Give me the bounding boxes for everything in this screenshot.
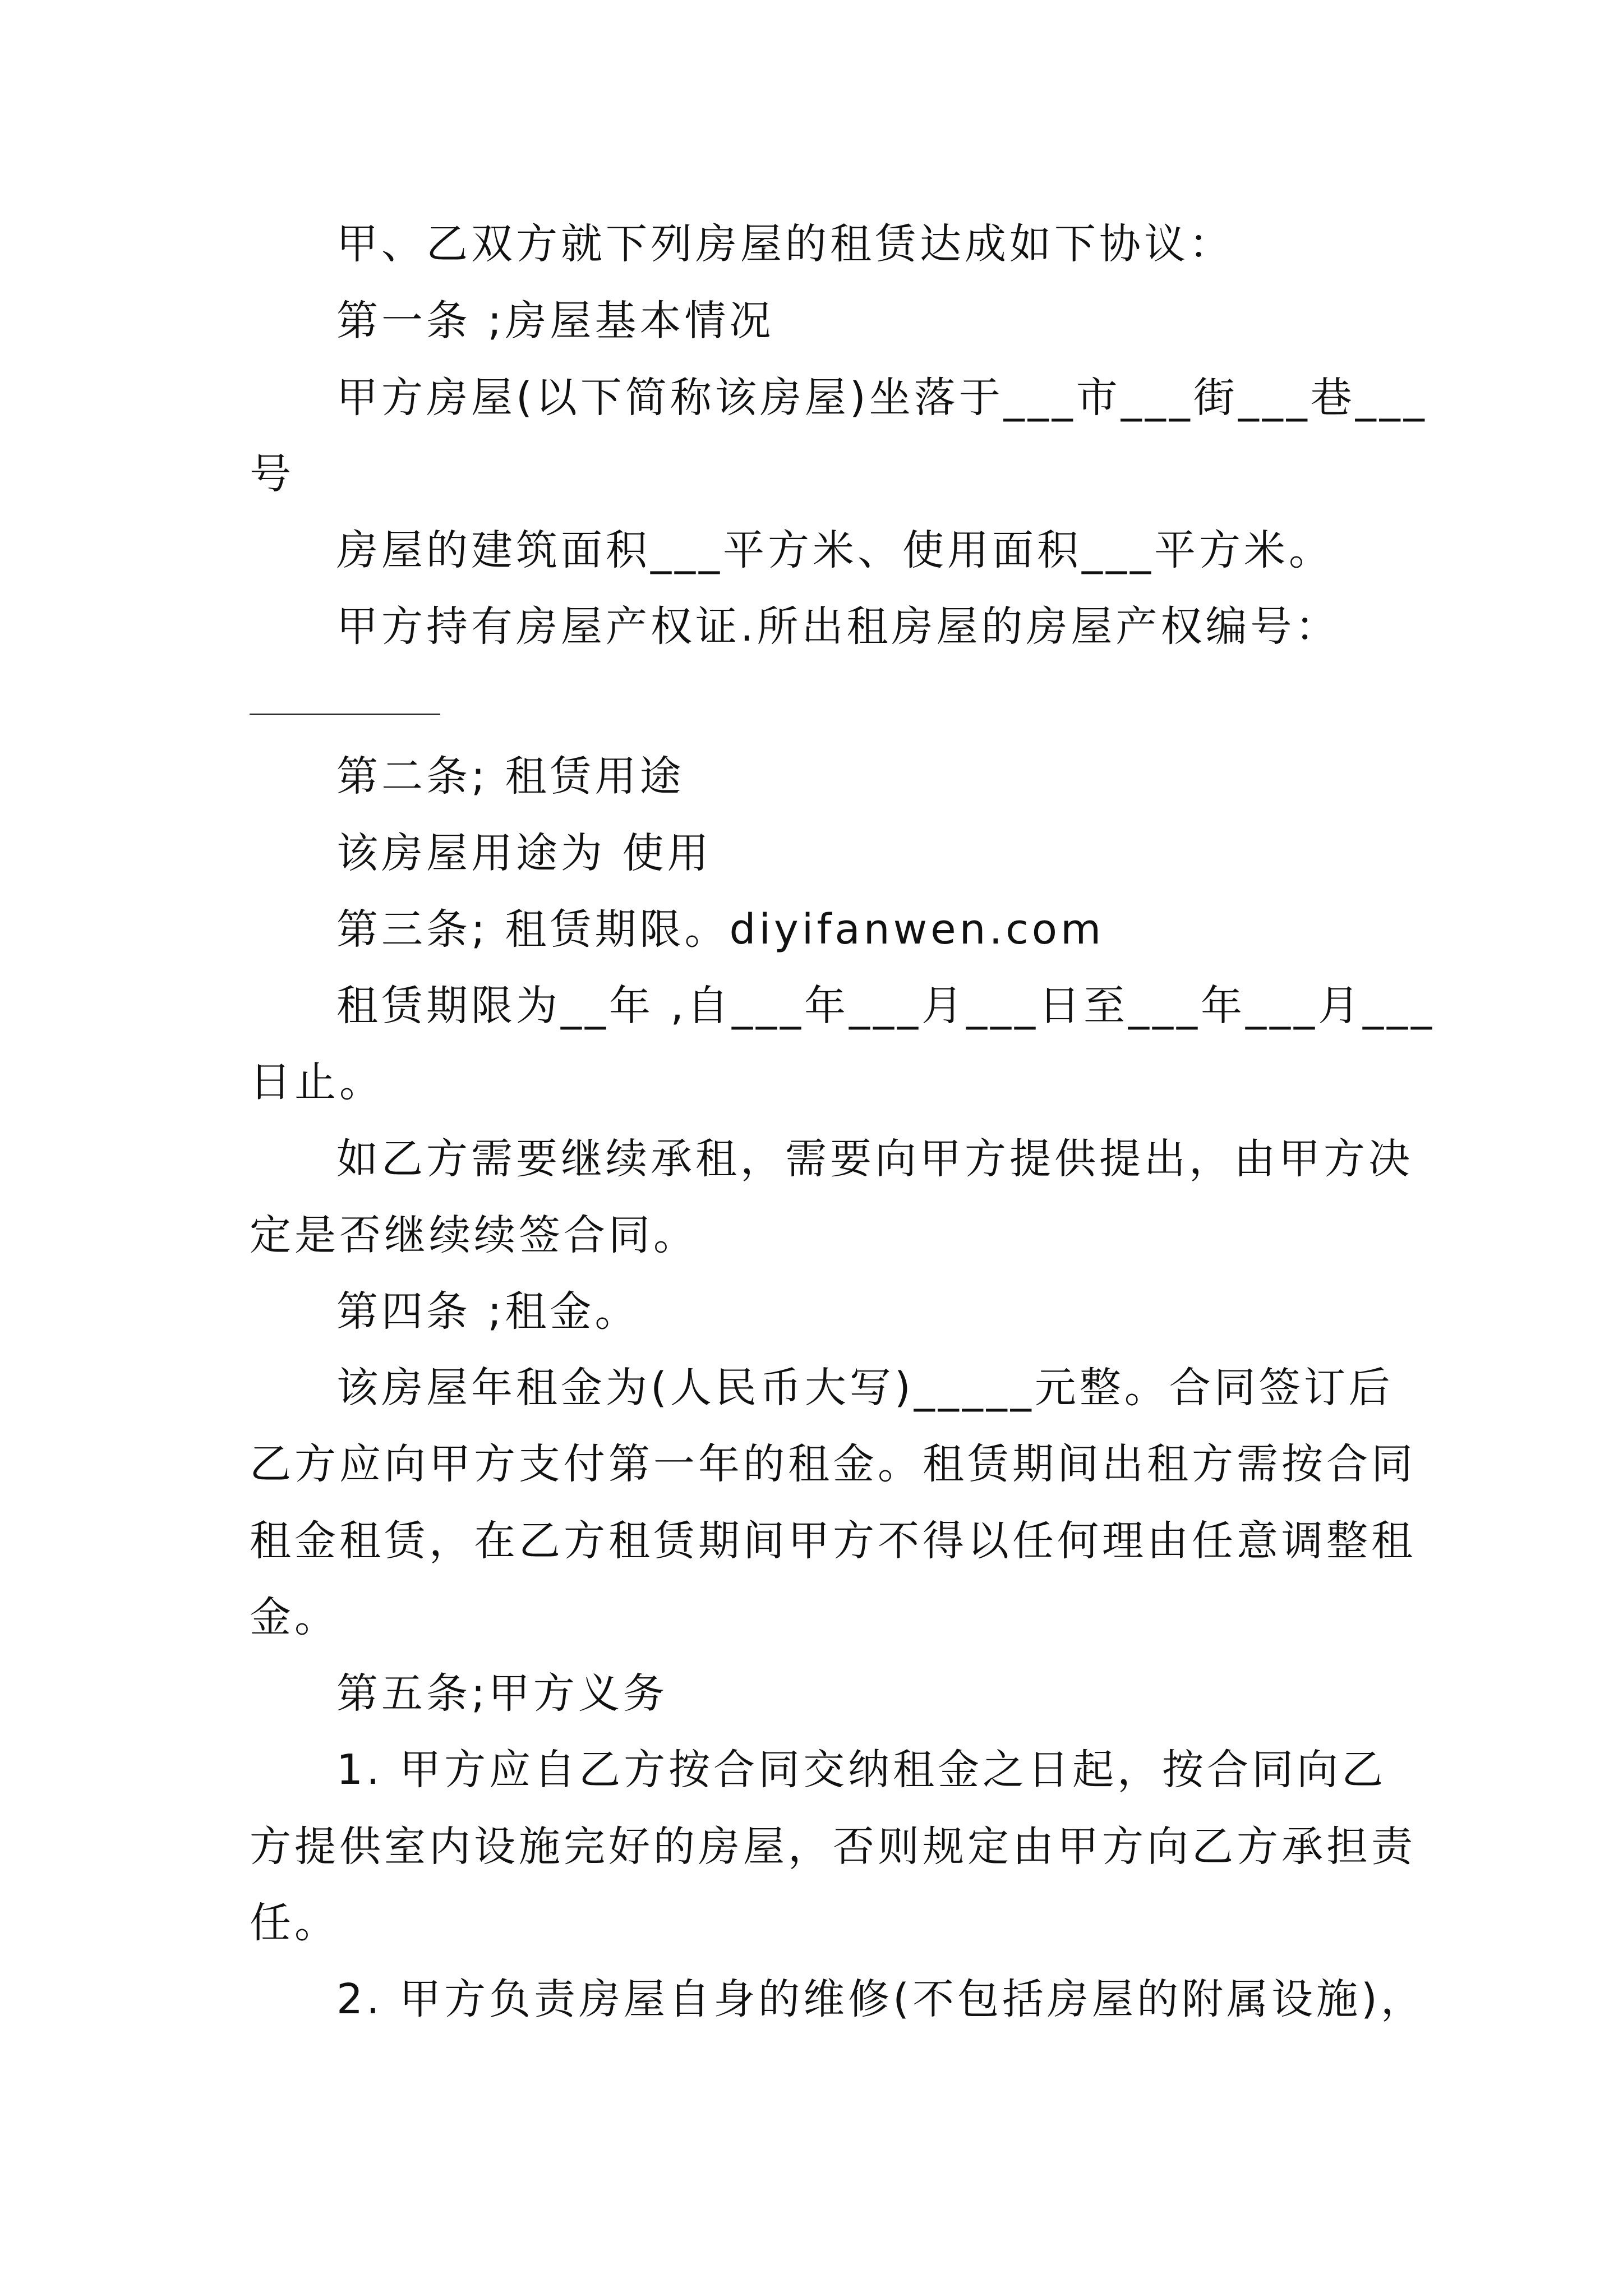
paragraph-rent-cont-3: 金。 [250, 1593, 339, 1641]
paragraph-duty-2: 2. 甲方负责房屋自身的维修(不包括房屋的附属设施)， [336, 1975, 1426, 2023]
paragraph-location-cont: 号 [250, 450, 294, 498]
paragraph-duty-1-cont-1: 方提供室内设施完好的房屋，否则规定由甲方向乙方承担责 [250, 1823, 1416, 1871]
heading-article-3: 第三条; 租赁期限。diyifanwen.com [336, 905, 1105, 954]
paragraph-duty-1-cont-2: 任。 [250, 1899, 339, 1947]
paragraph-rent-cont-1: 乙方应向甲方支付第一年的租金。租赁期间出租方需按合同 [250, 1440, 1416, 1488]
paragraph-renewal-cont: 定是否继续续签合同。 [250, 1211, 698, 1259]
paragraph-rent-cont-2: 租金租赁，在乙方租赁期间甲方不得以任何理由任意调整租 [250, 1517, 1416, 1565]
paragraph-rent: 该房屋年租金为(人民币大写)_____元整。合同签订后 [336, 1364, 1394, 1412]
heading-article-5: 第五条;甲方义务 [336, 1669, 668, 1718]
paragraph-term: 租赁期限为__年 ,自___年___月___日至___年___月___ [336, 982, 1436, 1030]
paragraph-term-cont: 日止。 [250, 1058, 384, 1106]
paragraph-title-certificate: 甲方持有房屋产权证.所出租房屋的房屋产权编号： [336, 602, 1340, 651]
paragraph-location: 甲方房屋(以下简称该房屋)坐落于___市___街___巷___ [336, 374, 1428, 422]
paragraph-renewal: 如乙方需要继续承租，需要向甲方提供提出，由甲方决 [336, 1135, 1413, 1183]
heading-article-1: 第一条 ;房屋基本情况 [336, 297, 774, 345]
paragraph-duty-1: 1. 甲方应自乙方按合同交纳租金之日起，按合同向乙 [336, 1746, 1387, 1794]
paragraph-agreement-intro: 甲、乙双方就下列房屋的租赁达成如下协议： [336, 220, 1234, 268]
certificate-number-blank [250, 714, 440, 715]
heading-article-2: 第二条; 租赁用途 [336, 752, 685, 800]
paragraph-area: 房屋的建筑面积___平方米、使用面积___平方米。 [336, 526, 1334, 574]
paragraph-usage: 该房屋用途为 使用 [336, 829, 712, 877]
heading-article-4: 第四条 ;租金。 [336, 1287, 640, 1336]
